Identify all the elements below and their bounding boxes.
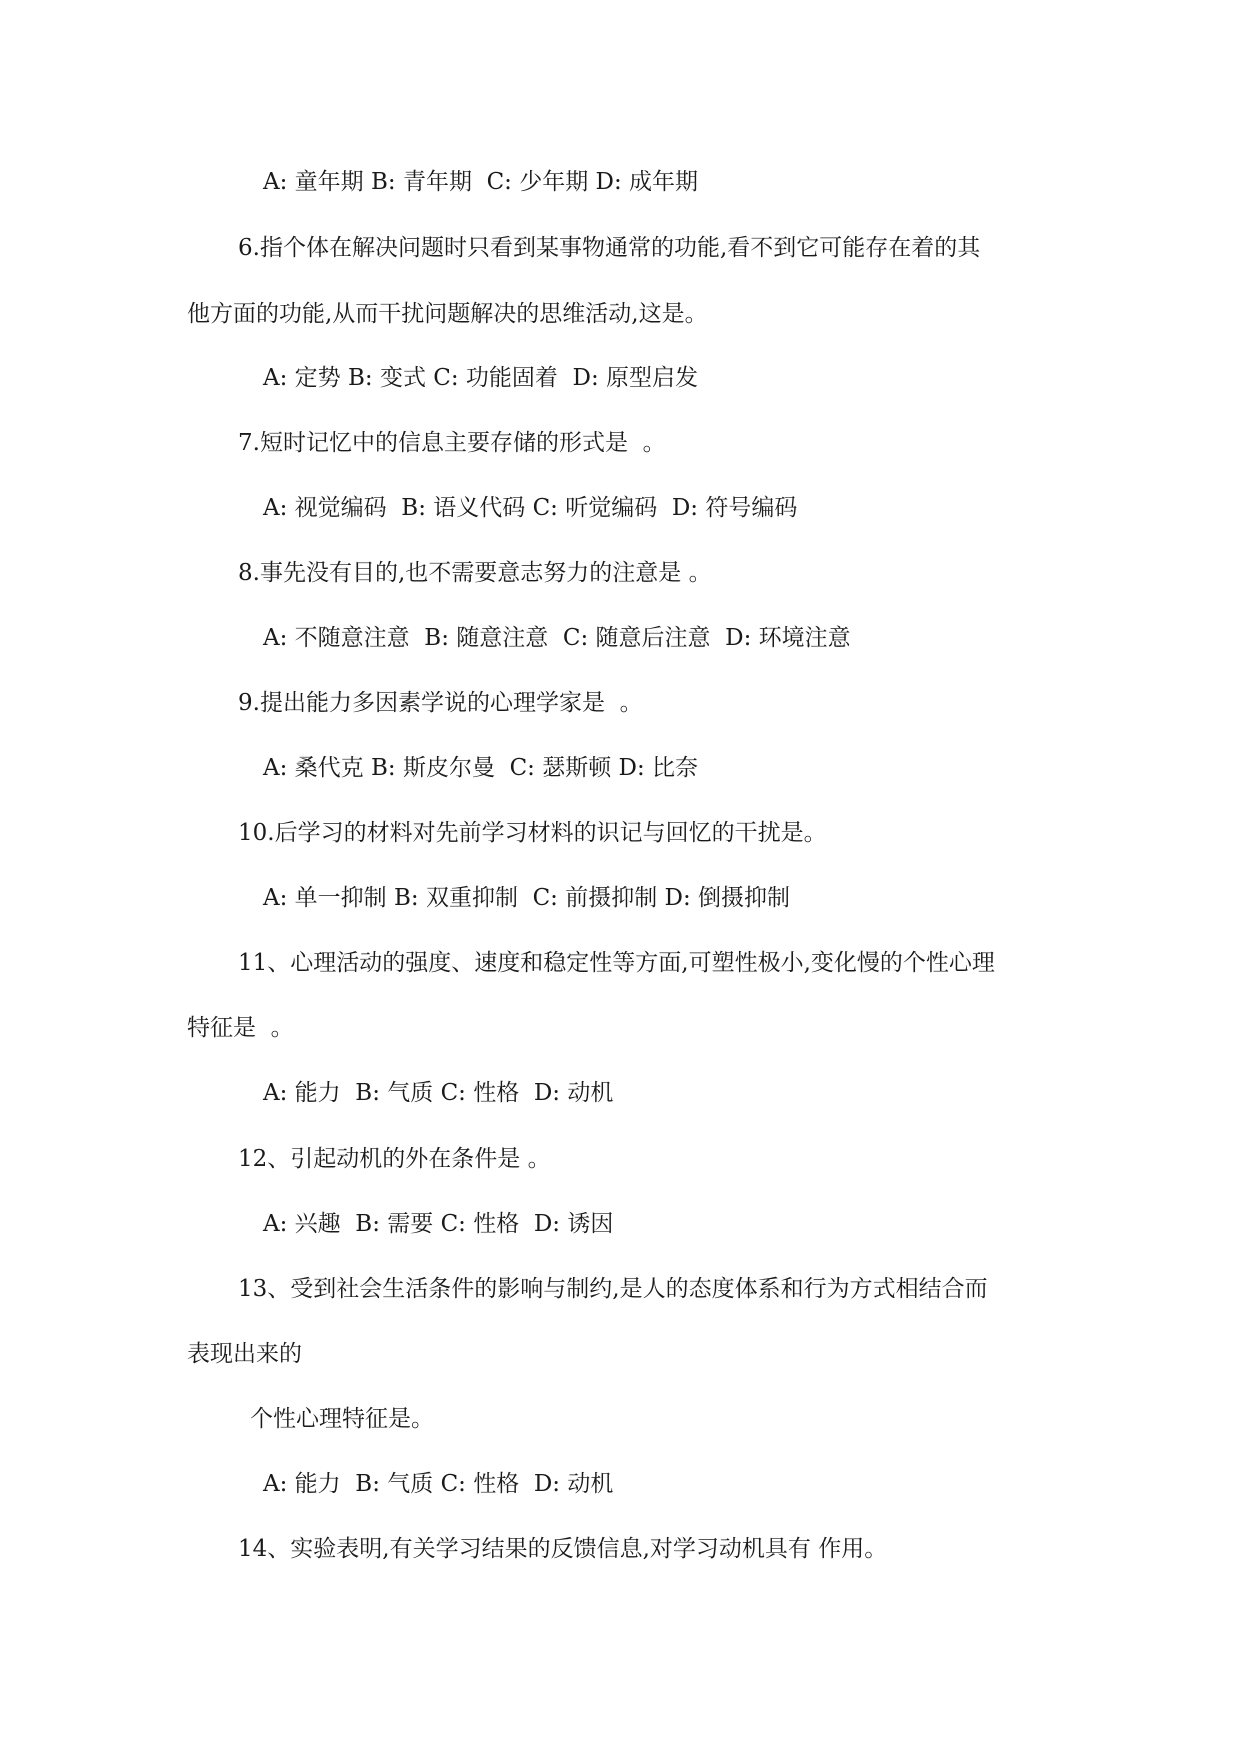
question-12: 12、引起动机的外在条件是 。 xyxy=(238,1146,551,1172)
options-q9: A: 桑代克 B: 斯皮尔曼 C: 瑟斯顿 D: 比奈 xyxy=(263,755,699,781)
question-10: 10.后学习的材料对先前学习材料的识记与回忆的干扰是。 xyxy=(238,820,827,846)
question-11-continued: 特征是 。 xyxy=(187,1015,294,1041)
question-9: 9.提出能力多因素学说的心理学家是 。 xyxy=(238,690,643,716)
options-q5: A: 童年期 B: 青年期 C: 少年期 D: 成年期 xyxy=(263,169,699,195)
options-q8: A: 不随意注意 B: 随意注意 C: 随意后注意 D: 环境注意 xyxy=(263,625,851,651)
question-13-continued-2: 个性心理特征是。 xyxy=(250,1406,434,1432)
options-q12: A: 兴趣 B: 需要 C: 性格 D: 诱因 xyxy=(263,1211,614,1237)
options-q13: A: 能力 B: 气质 C: 性格 D: 动机 xyxy=(263,1471,614,1497)
question-13-continued: 表现出来的 xyxy=(187,1341,302,1367)
question-14: 14、实验表明,有关学习结果的反馈信息,对学习动机具有 作用。 xyxy=(238,1536,888,1562)
question-7: 7.短时记忆中的信息主要存储的形式是 。 xyxy=(238,430,666,456)
options-q7: A: 视觉编码 B: 语义代码 C: 听觉编码 D: 符号编码 xyxy=(263,495,798,521)
question-8: 8.事先没有目的,也不需要意志努力的注意是 。 xyxy=(238,560,712,586)
options-q6: A: 定势 B: 变式 C: 功能固着 D: 原型启发 xyxy=(263,365,699,391)
question-13: 13、受到社会生活条件的影响与制约,是人的态度体系和行为方式相结合而 xyxy=(238,1276,988,1302)
question-6-continued: 他方面的功能,从而干扰问题解决的思维活动,这是。 xyxy=(187,301,708,327)
options-q10: A: 单一抑制 B: 双重抑制 C: 前摄抑制 D: 倒摄抑制 xyxy=(263,885,791,911)
options-q11: A: 能力 B: 气质 C: 性格 D: 动机 xyxy=(263,1080,614,1106)
question-6: 6.指个体在解决问题时只看到某事物通常的功能,看不到它可能存在着的其 xyxy=(238,235,981,261)
question-11: 11、心理活动的强度、速度和稳定性等方面,可塑性极小,变化慢的个性心理 xyxy=(238,950,995,976)
